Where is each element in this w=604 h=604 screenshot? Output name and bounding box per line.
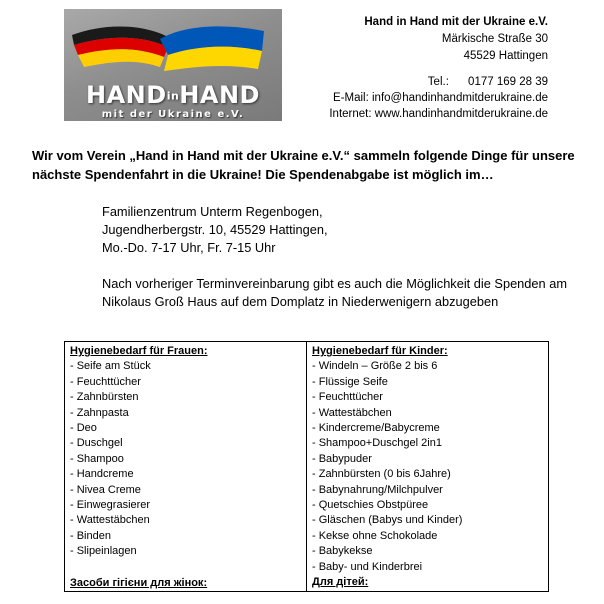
list-item: - Feuchttücher xyxy=(312,391,383,404)
alternative-drop-off-note: Nach vorheriger Terminvereinbarung gibt es auch die Möglichkeit die Spenden am Nikolaus Groß Haus auf dem Domplatz in Niederwenigern abzugeben xyxy=(102,276,567,309)
list-item: - Wattestäbchen xyxy=(70,514,150,527)
list-item: - Slipeinlagen xyxy=(70,545,137,558)
list-item: - Duschgel xyxy=(70,437,123,450)
logo xyxy=(64,9,282,121)
women-hygiene-list xyxy=(70,359,302,559)
contact-block xyxy=(329,74,548,122)
logo-title: HANDinHAND xyxy=(86,81,260,109)
children-hygiene-list xyxy=(312,359,544,575)
children-hygiene-column xyxy=(307,342,549,592)
women-hygiene-heading: Hygienebedarf für Frauen: xyxy=(70,345,208,357)
email: E-Mail: info@handinhandmitderukraine.de xyxy=(333,92,548,104)
list-item: - Gläschen (Babys und Kinder) xyxy=(312,514,463,527)
list-item: - Kekse ohne Schokolade xyxy=(312,529,438,542)
list-item: - Shampoo xyxy=(70,452,124,465)
list-item: - Zahnbürsten xyxy=(70,391,139,404)
list-item: - Windeln – Größe 2 bis 6 xyxy=(312,360,438,373)
donation-items-table xyxy=(64,341,549,592)
location-address: Jugendherbergstr. 10, 45529 Hattingen, xyxy=(102,222,328,237)
list-item: - Kindercreme/Babycreme xyxy=(312,422,440,435)
opening-hours: Mo.-Do. 7-17 Uhr, Fr. 7-15 Uhr xyxy=(102,240,276,255)
phone: Tel.: 0177 169 28 39 xyxy=(427,76,548,88)
website: Internet: www.handinhandmitderukraine.de xyxy=(329,108,548,120)
street: Märkische Straße 30 xyxy=(441,33,548,45)
list-item: - Flüssige Seife xyxy=(312,375,388,388)
list-item: - Seife am Stück xyxy=(70,360,151,373)
women-hygiene-column xyxy=(65,342,307,592)
list-item: - Zahnbürsten (0 bis 6Jahre) xyxy=(312,468,451,481)
list-item: - Baby- und Kinderbrei xyxy=(312,560,423,573)
list-item: - Einwegrasierer xyxy=(70,499,151,512)
list-item: - Quetschies Obstpüree xyxy=(312,499,429,512)
list-item: - Deo xyxy=(70,422,97,435)
city: 45529 Hattingen xyxy=(463,50,548,62)
women-hygiene-heading-ua: Засоби гігієни для жінок: xyxy=(70,576,208,589)
list-item: - Zahnpasta xyxy=(70,406,129,419)
logo-subtitle: mit der Ukraine e.V. xyxy=(101,109,245,120)
intro-text: Wir vom Verein „Hand in Hand mit der Ukraine e.V.“ sammeln folgende Dinge für unsere nächste Spendenfahrt in die Ukraine! Die Spendenabgabe ist möglich im… xyxy=(32,148,575,182)
ukraine-flag-hand xyxy=(160,26,264,71)
list-item: - Feuchttücher xyxy=(70,375,141,388)
location-name: Familienzentrum Unterm Regenbogen, xyxy=(102,204,323,219)
list-item: - Binden xyxy=(70,529,111,542)
organization-name: Hand in Hand mit der Ukraine e.V. xyxy=(364,16,548,28)
drop-off-location xyxy=(102,203,572,311)
children-hygiene-heading: Hygienebedarf für Kinder: xyxy=(312,345,448,357)
list-item: - Babykekse xyxy=(312,545,373,558)
address-block xyxy=(364,14,548,65)
list-item: - Shampoo+Duschgel 2in1 xyxy=(312,437,442,450)
german-flag-hand xyxy=(72,26,172,67)
children-hygiene-heading-ua: Для дітей: xyxy=(312,576,369,589)
list-item: - Babypuder xyxy=(312,452,372,465)
list-item: - Nivea Creme xyxy=(70,483,141,496)
list-item: - Handcreme xyxy=(70,468,134,481)
list-item: - Babynahrung/Milchpulver xyxy=(312,483,443,496)
list-item: - Wattestäbchen xyxy=(312,406,392,419)
